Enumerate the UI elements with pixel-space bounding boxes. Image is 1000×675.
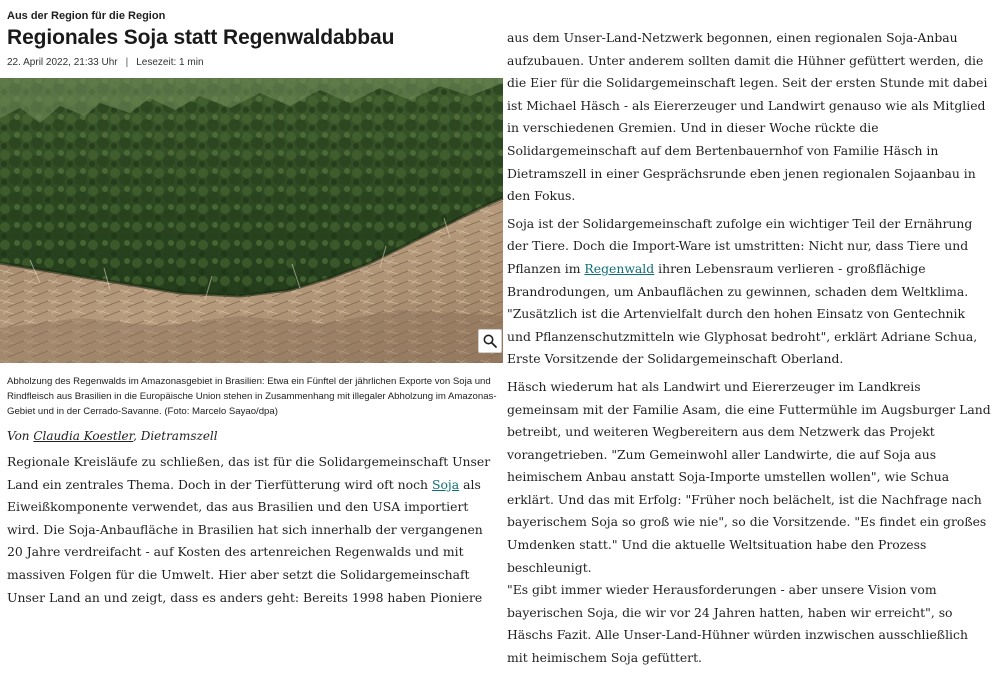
- publish-date: 22. April 2022, 21:33 Uhr: [7, 57, 118, 68]
- paragraph-text: Soja ist der Solidargemeinschaft zufolge ein wichtiger Teil der Ernährung der Tiere. Doch die Import-Ware ist umstritten: Nicht nur, dass Tiere und Pflanzen im: [507, 215, 973, 276]
- article-headline: Regionales Soja statt Regenwaldabbau: [7, 26, 395, 49]
- article-photo[interactable]: [0, 78, 503, 363]
- paragraph-soja-import: [507, 213, 992, 371]
- paragraph-text: ihren Lebensraum verlieren - großflächige Brandrodungen, um Anbauflächen zu gewinnen, schaden dem Weltklima. "Zusätzlich ist die Artenvielfalt durch den hohen Einsatz von Gentechnik und Pflanzenschutzmitteln wie Glyphosat bedroht", erklärt Adriane Schua, Erste Vorsitzende der Solidargemeinschaft Oberland.: [507, 260, 978, 367]
- regenwald-link[interactable]: Regenwald: [584, 260, 655, 276]
- paragraph-haesch: Häsch wiederum hat als Landwirt und Eiererzeuger im Landkreis gemeinsam mit der Familie Asam, die eine Futtermühle im Augsburger Land betreibt, und weiteren Wegbereitern aus dem Netzwerk das Projekt vorangetrieben. "Zum Gemeinwohl aller Landwirte, die auf Soja aus heimischem Anbau anstatt Soja-Importe umstellen wollen", wie Schua erklärt. Und das mit Erfolg: "Früher noch belächelt, ist die Nachfrage nach bayerischem Soja so groß wie nie", so die Vorsitzende. "Es findet ein großes Umdenken statt." Und die aktuelle Weltsituation habe den Prozess beschleunigt.: [507, 378, 991, 575]
- article-body-left: [7, 451, 497, 614]
- magnifier-icon: [483, 334, 497, 348]
- byline-place: , Dietramszell: [133, 429, 218, 443]
- article-kicker: Aus der Region für die Region: [7, 10, 166, 22]
- soja-link[interactable]: Soja: [431, 476, 460, 492]
- image-zoom-button[interactable]: [478, 329, 502, 353]
- byline-prefix: Von: [7, 429, 30, 443]
- meta-separator: |: [125, 57, 129, 68]
- paragraph-intro-continued: aus dem Unser-Land-Netzwerk begonnen, einen regionalen Soja-Anbau aufzubauen. Unter anderem sollten damit die Hühner gefüttert werden, die die Eier für die Solidargemeinschaft legen. Seit der ersten Stunde mit dabei ist Michael Häsch - als Eiererzeuger und Landwirt genauso wie als Mitglied in verschiedenen Gremien. Und in dieser Woche rückte die Solidargemeinschaft auf dem Bertenbauernhof von Familie Häsch in Dietramszell in einer Gesprächsrunde eben jenen regionalen Sojaanbau in den Fokus.: [507, 30, 988, 204]
- image-caption: Abholzung des Regenwalds im Amazonasgebiet in Brasilien: Etwa ein Fünftel der jährlichen Exporte von Soja und Rindfleisch aus Brasilien in die Europäische Union stehen in Zusammenhang mit illegaler Abholzung im Amazonas-Gebiet und in der Cerrado-Savanne. (Foto: Marcelo Sayao/dpa): [7, 376, 497, 417]
- reading-time: Lesezeit: 1 min: [136, 57, 204, 68]
- author-link[interactable]: Claudia Koestler: [33, 429, 134, 443]
- article-body-right: [507, 27, 992, 675]
- deforestation-photo: [0, 78, 503, 363]
- paragraph-text: als Eiweißkomponente verwendet, das aus Brasilien und den USA importiert wird. Die Soja-Anbaufläche in Brasilien hat sich innerhalb der vergangenen 20 Jahre verdreifacht - auf Kosten des artenreichen Regenwalds und mit massiven Folgen für die Umwelt. Hier aber setzt die Solidargemeinschaft Unser Land an und zeigt, dass es anders geht: Bereits 1998 haben Pioniere: [7, 476, 483, 605]
- paragraph-intro: [7, 451, 497, 609]
- article-byline: [7, 429, 218, 443]
- paragraph-vision: "Es gibt immer wieder Herausforderungen - aber unsere Vision vom bayerischen Soja, die wir vor 24 Jahren hatten, haben wir erreicht", so Häschs Fazit. Alle Unser-Land-Hühner würden inzwischen ausschließlich mit heimischem Soja gefüttert.: [507, 582, 968, 666]
- article-meta: [7, 57, 204, 68]
- paragraph-text: Regionale Kreisläufe zu schließen, das ist für die Solidargemeinschaft Unser Land ein zentrales Thema. Doch in der Tierfütterung wird oft noch: [7, 454, 491, 492]
